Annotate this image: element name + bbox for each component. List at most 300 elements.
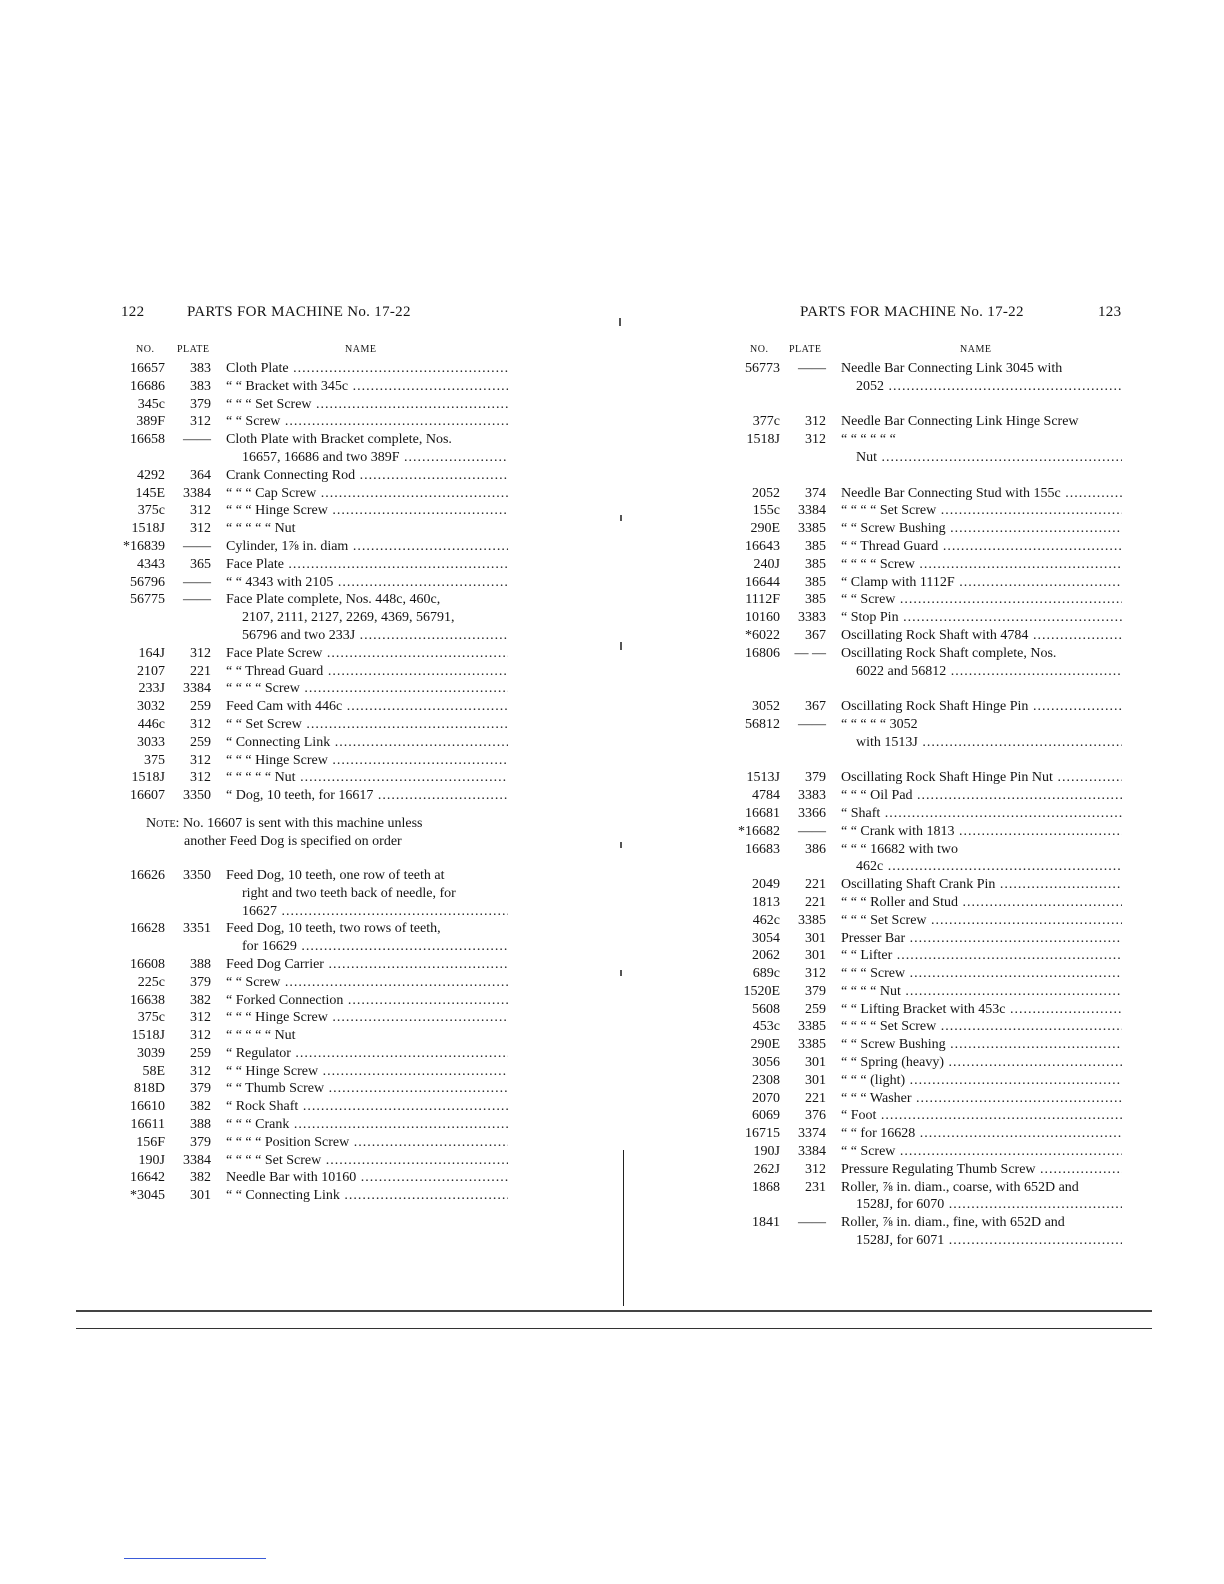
column-header-no: NO.	[136, 344, 155, 355]
part-name: “ “ “ 16682 with two	[841, 841, 959, 857]
table-row	[612, 1161, 1224, 1179]
part-name: with 1513J .....	[856, 734, 1122, 752]
part-number: 16608	[130, 956, 165, 972]
part-name: Face Plate complete, Nos. 448c, 460c,	[226, 592, 441, 608]
part-number: 389F	[136, 414, 165, 430]
table-row	[612, 520, 1224, 538]
table-row	[0, 1116, 612, 1134]
table-row	[612, 663, 1224, 681]
table-row	[0, 449, 612, 467]
table-row	[0, 645, 612, 663]
part-name: “ “ “ Washer .....	[841, 1090, 1122, 1108]
part-number: 375c	[137, 503, 165, 519]
bottom-link-line	[124, 1558, 266, 1559]
table-row	[0, 467, 612, 485]
column-header-name: NAME	[345, 344, 377, 355]
plate-number: 312	[190, 752, 211, 768]
part-name: Oscillating Shaft Crank Pin .....	[841, 876, 1122, 894]
column-header-no: NO.	[750, 344, 769, 355]
plate-number: 383	[190, 361, 211, 376]
part-number: 462c	[752, 912, 780, 928]
plate-number: 3366	[798, 805, 826, 821]
part-number: 290E	[750, 521, 780, 537]
part-number: 1518J	[131, 521, 165, 537]
table-row	[612, 1125, 1224, 1143]
table-row	[612, 1054, 1224, 1072]
part-name: Oscillating Rock Shaft with 4784 .....	[841, 627, 1122, 645]
part-number: 1518J	[746, 432, 780, 448]
table-row	[612, 787, 1224, 805]
part-name: “ “ “ Screw .....	[841, 965, 1122, 983]
table-row	[612, 556, 1224, 574]
plate-number: 379	[190, 974, 211, 990]
table-row	[612, 680, 1224, 698]
plate-number: ——	[183, 432, 211, 448]
part-name: “ “ Set Screw .....	[226, 716, 508, 734]
part-name: 2107, 2111, 2127, 2269, 4369, 56791,	[242, 610, 455, 626]
part-number: 3033	[137, 734, 165, 750]
part-name: “ “ “ “ Nut .....	[841, 983, 1122, 1001]
plate-number: 386	[805, 841, 826, 857]
part-name: Feed Dog Carrier .....	[226, 956, 508, 974]
part-name: Needle Bar with 10160 .....	[226, 1169, 508, 1187]
part-number: 56775	[130, 592, 165, 608]
part-number: 164J	[138, 645, 165, 661]
plate-number: 312	[190, 1010, 211, 1026]
part-number: 16658	[130, 432, 165, 448]
part-name: 16627 .....	[242, 903, 508, 921]
part-number: 377c	[752, 414, 780, 430]
part-name: Cloth Plate .....	[226, 360, 508, 378]
table-row	[0, 1045, 612, 1063]
table-row	[612, 1179, 1224, 1197]
table-row	[612, 360, 1224, 378]
part-name: “ “ “ Set Screw .....	[226, 396, 508, 414]
part-number: 16611	[130, 1117, 165, 1133]
part-name: Needle Bar Connecting Stud with 155c .....	[841, 485, 1122, 503]
plate-number: 367	[805, 699, 826, 715]
part-name: Feed Dog, 10 teeth, one row of teeth at	[226, 867, 445, 883]
part-name: Feed Dog, 10 teeth, two rows of teeth,	[226, 921, 441, 937]
part-number: 3056	[752, 1055, 780, 1071]
table-row	[0, 885, 612, 903]
part-number: 4784	[752, 788, 780, 804]
plate-number: 312	[805, 1161, 826, 1177]
table-row	[0, 1009, 612, 1027]
plate-number: 301	[190, 1188, 211, 1204]
part-number: 58E	[142, 1063, 165, 1079]
column-header-name: NAME	[960, 344, 992, 355]
part-number: *16682	[738, 823, 780, 839]
table-row	[612, 698, 1224, 716]
part-number: 56812	[745, 716, 780, 732]
page-number: 122	[121, 304, 145, 320]
plate-number: 365	[190, 556, 211, 572]
part-name: Roller, ⅞ in. diam., fine, with 652D and	[841, 1215, 1065, 1231]
part-number: 2052	[752, 485, 780, 501]
table-row	[612, 1036, 1224, 1054]
part-name: Cylinder, 1⅞ in. diam .....	[226, 538, 508, 556]
part-number: 345c	[137, 396, 165, 412]
table-row	[0, 1187, 612, 1205]
part-name: Nut .....	[856, 449, 1122, 467]
table-row	[0, 1063, 612, 1081]
plate-number: 231	[805, 1179, 826, 1195]
part-number: 453c	[752, 1019, 780, 1035]
table-row	[612, 841, 1224, 859]
page-title: PARTS FOR MACHINE No. 17-22	[187, 304, 411, 320]
plate-number: 312	[190, 414, 211, 430]
part-name: Face Plate .....	[226, 556, 508, 574]
table-row	[0, 556, 612, 574]
part-name: “ “ “ (light) .....	[841, 1072, 1122, 1090]
part-name: 2052 .....	[856, 378, 1122, 396]
table-row	[612, 1143, 1224, 1161]
plate-number: ——	[183, 592, 211, 608]
part-number: 156F	[136, 1134, 165, 1150]
part-number: 145E	[135, 485, 165, 501]
plate-number: ——	[798, 716, 826, 732]
part-name: “ Regulator .....	[226, 1045, 508, 1063]
plate-number: 259	[190, 734, 211, 750]
plate-number: 3350	[183, 788, 211, 804]
part-name: right and two teeth back of needle, for	[242, 885, 456, 901]
part-name: “ “ “ “ Set Screw .....	[841, 1018, 1122, 1036]
table-row	[0, 974, 612, 992]
part-number: 16683	[745, 841, 780, 857]
table-row	[0, 1027, 612, 1045]
part-name: 1528J, for 6071 .....	[856, 1232, 1122, 1250]
table-row	[612, 1001, 1224, 1019]
part-name: “ Forked Connection .....	[226, 992, 508, 1010]
plate-number: 379	[805, 770, 826, 786]
table-row	[612, 396, 1224, 414]
table-row	[0, 538, 612, 556]
part-name: “ “ Thumb Screw .....	[226, 1080, 508, 1098]
plate-number: 3385	[798, 1019, 826, 1035]
plate-number: 3385	[798, 1037, 826, 1053]
part-number: 16642	[130, 1170, 165, 1186]
table-row	[612, 983, 1224, 1001]
part-name: “ “ “ “ “ 3052	[841, 716, 918, 732]
part-name: 56796 and two 233J .....	[242, 627, 508, 645]
part-name: 1528J, for 6070 .....	[856, 1196, 1122, 1214]
plate-number: 376	[805, 1108, 826, 1124]
part-name: 16657, 16686 and two 389F .....	[242, 449, 508, 467]
plate-number: 3384	[183, 485, 211, 501]
table-row	[0, 903, 612, 921]
part-name: Cloth Plate with Bracket complete, Nos.	[226, 432, 452, 448]
part-name: “ “ Thread Guard .....	[841, 538, 1122, 556]
part-name: “ “ Hinge Screw .....	[226, 1063, 508, 1081]
part-number: 1513J	[746, 770, 780, 786]
part-name: “ “ Screw .....	[841, 1143, 1122, 1161]
table-row	[612, 645, 1224, 663]
part-number: 56773	[745, 361, 780, 376]
table-row	[0, 360, 612, 378]
table-row	[0, 485, 612, 503]
part-name: “ “ “ “ Set Screw .....	[226, 1152, 508, 1170]
part-name: “ Rock Shaft .....	[226, 1098, 508, 1116]
part-number: 262J	[753, 1161, 780, 1177]
plate-number: 301	[805, 1072, 826, 1088]
plate-number: — —	[794, 645, 826, 661]
part-name: “ “ “ Crank .....	[226, 1116, 508, 1134]
part-number: 2070	[752, 1090, 780, 1106]
part-number: 3054	[752, 930, 780, 946]
part-number: 2049	[752, 877, 780, 893]
plate-number: 374	[805, 485, 826, 501]
part-number: 375c	[137, 1010, 165, 1026]
plate-number: 385	[805, 574, 826, 590]
table-row	[612, 538, 1224, 556]
table-row	[612, 449, 1224, 467]
plate-number: 3351	[183, 921, 211, 937]
plate-number: 312	[805, 432, 826, 448]
plate-number: 385	[805, 538, 826, 554]
part-name: “ Connecting Link .....	[226, 734, 508, 752]
part-name: Face Plate Screw .....	[226, 645, 508, 663]
parts-list	[0, 360, 612, 1205]
part-number: 4292	[137, 467, 165, 483]
plate-number: ——	[798, 1215, 826, 1231]
table-row	[612, 627, 1224, 645]
part-name: “ “ “ Cap Screw .....	[226, 485, 508, 503]
plate-number: 385	[805, 556, 826, 572]
table-row	[0, 378, 612, 396]
table-row	[0, 734, 612, 752]
table-row	[0, 787, 612, 805]
page-title: PARTS FOR MACHINE No. 17-22	[800, 304, 1024, 320]
table-row	[612, 502, 1224, 520]
part-name: “ “ “ Roller and Stud .....	[841, 894, 1122, 912]
plate-number: 221	[805, 894, 826, 910]
part-number: 225c	[137, 974, 165, 990]
part-number: 375	[144, 752, 165, 768]
part-number: 16681	[745, 805, 780, 821]
plate-number: 312	[190, 1028, 211, 1044]
plate-number: 301	[805, 1055, 826, 1071]
part-name: Needle Bar Connecting Link Hinge Screw	[841, 414, 1079, 430]
table-row	[0, 627, 612, 645]
part-name: “ “ “ Hinge Screw .....	[226, 1009, 508, 1027]
part-name: Oscillating Rock Shaft complete, Nos.	[841, 645, 1057, 661]
plate-number: 3383	[798, 610, 826, 626]
part-name: “ “ “ Hinge Screw .....	[226, 752, 508, 770]
part-number: 16806	[745, 645, 780, 661]
page-number: 123	[1098, 304, 1122, 320]
plate-number: 367	[805, 627, 826, 643]
part-number: 5608	[752, 1001, 780, 1017]
part-number: 2308	[752, 1072, 780, 1088]
table-row	[612, 1107, 1224, 1125]
table-row	[0, 867, 612, 885]
plate-number: ——	[183, 538, 211, 554]
part-name: “ “ “ “ “ “	[841, 432, 896, 448]
part-number: 16643	[745, 538, 780, 554]
plate-number: 382	[190, 1170, 211, 1186]
table-row	[0, 680, 612, 698]
table-row	[612, 1090, 1224, 1108]
plate-number: 382	[190, 1099, 211, 1115]
plate-number: 3384	[798, 503, 826, 519]
plate-number: ——	[798, 361, 826, 376]
part-name: “ “ Screw .....	[226, 413, 508, 431]
part-name: “ “ “ “ Screw .....	[841, 556, 1122, 574]
part-name: “ “ Lifter .....	[841, 947, 1122, 965]
part-name: “ “ “ Set Screw .....	[841, 912, 1122, 930]
part-number: 4343	[137, 556, 165, 572]
table-row	[0, 1098, 612, 1116]
table-row	[0, 413, 612, 431]
plate-number: 312	[190, 503, 211, 519]
part-number: 16715	[745, 1126, 780, 1142]
plate-number: 379	[190, 396, 211, 412]
table-row	[612, 823, 1224, 841]
plate-number: 259	[190, 699, 211, 715]
table-row	[0, 752, 612, 770]
table-row	[0, 1169, 612, 1187]
plate-number: 388	[190, 956, 211, 972]
part-number: 1868	[752, 1179, 780, 1195]
part-name: “ “ for 16628 .....	[841, 1125, 1122, 1143]
part-name: “ “ “ Oil Pad .....	[841, 787, 1122, 805]
part-name: “ “ “ “ “ Nut .....	[226, 769, 508, 787]
part-number: 155c	[752, 503, 780, 519]
part-name: “ Clamp with 1112F .....	[841, 574, 1122, 592]
note-text: another Feed Dog is specified on order	[184, 833, 402, 849]
table-row	[0, 502, 612, 520]
table-row	[0, 920, 612, 938]
table-row	[612, 1214, 1224, 1232]
part-name: 462c .....	[856, 858, 1122, 876]
table-row	[0, 956, 612, 974]
parts-list	[612, 360, 1224, 1250]
table-row	[612, 752, 1224, 770]
part-name: “ Stop Pin .....	[841, 609, 1122, 627]
plate-number: 379	[190, 1134, 211, 1150]
part-name: “ “ Bracket with 345c .....	[226, 378, 508, 396]
plate-number: 3385	[798, 521, 826, 537]
part-number: 1841	[752, 1215, 780, 1231]
part-name: “ “ Screw Bushing .....	[841, 1036, 1122, 1054]
part-number: 290E	[750, 1037, 780, 1053]
part-number: 689c	[752, 966, 780, 982]
part-number: 1813	[752, 894, 780, 910]
part-number: 3032	[137, 699, 165, 715]
table-row	[612, 805, 1224, 823]
part-number: 16686	[130, 378, 165, 394]
part-number: 1518J	[131, 770, 165, 786]
table-row	[612, 947, 1224, 965]
plate-number: 383	[190, 378, 211, 394]
table-row	[612, 912, 1224, 930]
part-name: “ “ Crank with 1813 .....	[841, 823, 1122, 841]
part-number: 233J	[138, 681, 165, 697]
gutter-mark	[619, 318, 621, 326]
plate-number: 312	[190, 716, 211, 732]
plate-number: 388	[190, 1117, 211, 1133]
table-row	[0, 1152, 612, 1170]
table-row	[0, 574, 612, 592]
table-row	[612, 591, 1224, 609]
plate-number: ——	[183, 574, 211, 590]
table-row	[612, 769, 1224, 787]
part-number: 6069	[752, 1108, 780, 1124]
table-row	[612, 467, 1224, 485]
part-number: 16610	[130, 1099, 165, 1115]
part-number: 16607	[130, 788, 165, 804]
table-row	[612, 716, 1224, 734]
plate-number: 3383	[798, 788, 826, 804]
plate-number: 3384	[183, 1152, 211, 1168]
plate-number: 312	[190, 645, 211, 661]
part-number: 16657	[130, 361, 165, 376]
table-row	[0, 431, 612, 449]
table-row	[612, 609, 1224, 627]
part-name: “ “ 4343 with 2105 .....	[226, 574, 508, 592]
bottom-rule	[76, 1310, 1152, 1312]
plate-number: 312	[190, 521, 211, 537]
table-row	[612, 965, 1224, 983]
part-name: Crank Connecting Rod .....	[226, 467, 508, 485]
plate-number: 3350	[183, 867, 211, 883]
table-row	[612, 1072, 1224, 1090]
part-name: “ “ “ “ Position Screw .....	[226, 1134, 508, 1152]
table-row	[0, 609, 612, 627]
table-row	[0, 591, 612, 609]
plate-number: 3384	[798, 1144, 826, 1160]
plate-number: 312	[805, 966, 826, 982]
part-number: 1518J	[131, 1028, 165, 1044]
table-row	[612, 858, 1224, 876]
part-name: Roller, ⅞ in. diam., coarse, with 652D and	[841, 1179, 1079, 1195]
part-name: “ “ “ “ Set Screw .....	[841, 502, 1122, 520]
note-text: No. 16607 is sent with this machine unless	[182, 815, 423, 831]
plate-number: 312	[190, 1063, 211, 1079]
plate-number: 382	[190, 992, 211, 1008]
part-name: “ Dog, 10 teeth, for 16617 .....	[226, 787, 508, 805]
bottom-rule	[76, 1328, 1152, 1329]
note-label: Note:	[146, 815, 180, 831]
table-row	[0, 938, 612, 956]
part-name: 6022 and 56812 .....	[856, 663, 1122, 681]
column-header-plate: PLATE	[177, 344, 210, 355]
part-name: “ “ “ “ “ Nut	[226, 1028, 296, 1044]
part-number: 16626	[130, 867, 165, 883]
plate-number: 385	[805, 592, 826, 608]
table-row	[612, 431, 1224, 449]
part-number: 446c	[137, 716, 165, 732]
part-name: “ “ “ Hinge Screw .....	[226, 502, 508, 520]
part-number: 10160	[745, 610, 780, 626]
plate-number: ——	[798, 823, 826, 839]
part-number: 3039	[137, 1045, 165, 1061]
table-row	[0, 1134, 612, 1152]
plate-number: 312	[190, 770, 211, 786]
table-row	[0, 992, 612, 1010]
part-number: 240J	[753, 556, 780, 572]
part-name: “ “ Spring (heavy) .....	[841, 1054, 1122, 1072]
table-row	[0, 716, 612, 734]
table-row	[612, 378, 1224, 396]
plate-number: 221	[805, 877, 826, 893]
plate-number: 301	[805, 930, 826, 946]
plate-number: 259	[190, 1045, 211, 1061]
table-row	[0, 698, 612, 716]
part-number: 190J	[138, 1152, 165, 1168]
plate-number: 379	[190, 1081, 211, 1097]
